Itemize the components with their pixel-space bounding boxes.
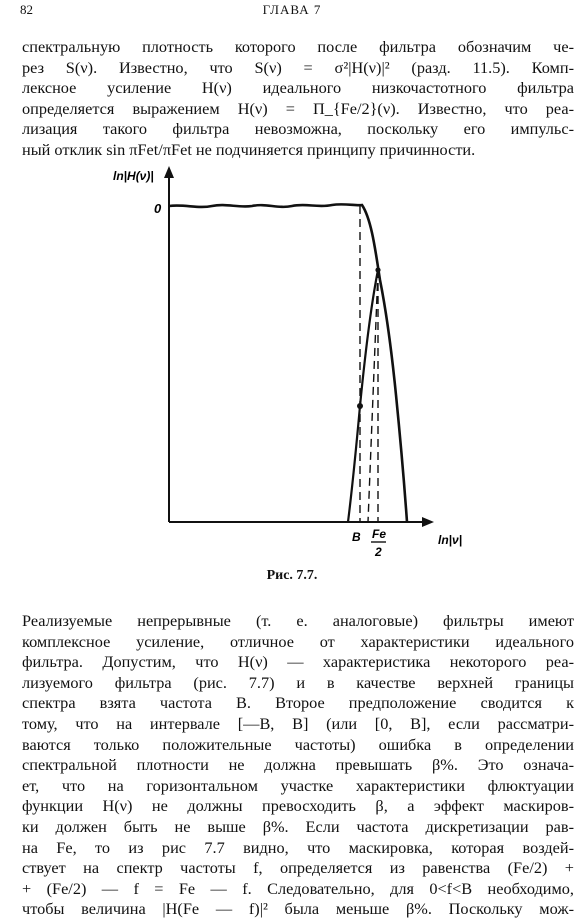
text-line: Реализуемые непрерывные (т. е. аналоговые) фильтры имеют (22, 611, 574, 630)
dashed-line-fe-left (368, 270, 378, 522)
page-header (6, 2, 578, 20)
text-line: лизуемого фильтра (рис. 7.7) и в качестве верхней границы (22, 672, 574, 692)
text-line: ный отклик sin πFet/πFet не подчиняется принципу причинности. (22, 139, 476, 159)
text-line: фильтра. Допустим, что H(ν) — характеристика некоторого реа- (22, 652, 574, 672)
page-number: 82 (20, 2, 33, 17)
text-line: чтобы величина |H(Fe — f)|² была меньше β%. Поскольку мож- (22, 899, 574, 919)
marker-point (357, 403, 363, 409)
text-line: на Fe, то из рис 7.7 видно, что маскировка, которая воздей- (22, 837, 574, 857)
y-axis-arrow (164, 166, 174, 178)
text-line: спектральной плотности не должна превышать β%. Это означа- (22, 755, 574, 775)
zero-label: 0 (154, 201, 162, 216)
text-line: спектральную плотность которого после фильтра обозначим че- (22, 37, 574, 56)
fe-label-denominator: 2 (375, 545, 382, 559)
text-line: лизация такого фильтра невозможна, поскольку его импульс- (22, 119, 574, 139)
text-line: ствует на спектр частоты f, определяется из равенства (Fe/2) + (22, 858, 574, 878)
b-label: B (352, 530, 361, 544)
paragraph-1 (22, 37, 574, 161)
y-axis-label: ln|H(ν)| (113, 169, 154, 183)
response-curve (169, 204, 407, 522)
text-line: ет, что на горизонтальном участке характеристики флюктуации (22, 775, 574, 795)
text-line: + (Fe/2) — f = Fe — f. Следовательно, для 0<f<B необходимо, (22, 878, 574, 898)
text-line: комплексное усиление, отличное от характеристики идеального (22, 631, 574, 651)
text-line: спектра взята частота B. Второе предположение сводится к (22, 693, 574, 713)
filter-response-figure (110, 160, 510, 560)
text-line: функции H(ν) не должны превосходить β, а эффект маскиров- (22, 796, 574, 816)
figure-caption: Рис. 7.7. (266, 568, 318, 583)
x-axis-label: ln|ν| (438, 533, 463, 547)
text-line: ваются только положительные частоты) ошибка в определении (22, 734, 574, 754)
text-line: ки должен быть не выше β%. Если частота дискретизации рав- (22, 816, 574, 836)
aliased-curve (348, 270, 378, 522)
text-line: рез S(ν). Известно, что S(ν) = σ²|H(ν)|² (разд. 11.5). Комп- (22, 57, 574, 77)
x-axis-arrow (422, 517, 434, 527)
chapter-title: ГЛАВА 7 (262, 2, 322, 17)
text-line: тому, что на интервале [—B, B] (или [0, B], если рассматри- (22, 713, 574, 733)
fe-label: Fe (372, 527, 387, 541)
marker-point (375, 267, 380, 272)
paragraph-2 (22, 611, 574, 920)
text-line: лексное усиление H(ν) идеального низкочастотного фильтра (22, 78, 574, 98)
text-line: определяется выражением H(ν) = Π_{Fe/2}(ν). Известно, что реа- (22, 98, 574, 118)
